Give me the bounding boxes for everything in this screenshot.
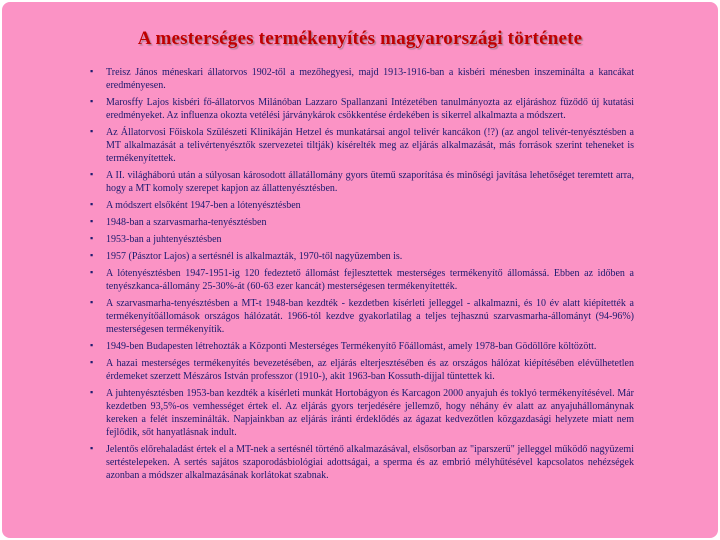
bullet-icon: ▪	[90, 233, 94, 243]
bullet-icon: ▪	[90, 267, 94, 277]
bullet-text: Az Állatorvosi Főiskola Szülészeti Klinikáján Hetzel és munkatársai angol telivér kancákon (!?) (az angol telivér-tenyésztésben a MT alkalmazását a telivértenyésztők szervezetei tiltják) kísérelték meg az eljárás alkalmazását, más források szerint teheneket is termékenyítettek.	[106, 127, 634, 164]
bullet-icon: ▪	[90, 199, 94, 209]
bullet-icon: ▪	[90, 96, 94, 106]
slide-title: A mesterséges termékenyítés magyarországi története	[137, 28, 583, 49]
list-item	[90, 297, 634, 336]
bullet-text: Treisz János méneskari állatorvos 1902-től a mezőhegyesi, majd 1913-1916-ban a kisbéri ménesben inszeminálta a kancákat eredményesen.	[106, 67, 634, 91]
list-item	[90, 66, 634, 92]
list-item	[90, 387, 634, 439]
list-item	[90, 443, 634, 482]
list-item	[90, 169, 634, 195]
list-item	[90, 250, 634, 263]
list-item	[90, 267, 634, 293]
bullet-text: A lótenyésztésben 1947-1951-ig 120 fedeztető állomást fejlesztettek mesterséges termékenyítő állomássá. Ebben az időben a tenyészkanca-állomány 25-30%-át (60-63 ezer kancát) mesterségesen termékenyítették.	[106, 268, 634, 292]
bullet-icon: ▪	[90, 387, 94, 397]
bullet-icon: ▪	[90, 340, 94, 350]
bullet-icon: ▪	[90, 297, 94, 307]
list-item	[90, 199, 634, 212]
bullet-icon: ▪	[90, 169, 94, 179]
bullet-text: Jelentős előrehaladást értek el a MT-nek a sertésnél történő alkalmazásával, elsősorban az "iparszerű" jelleggel működő nagyüzemi sertéstelepeken. A sertés sajátos szaporodásbiológiai adottságai, a sperma és az embrió mélyhűtésével kapcsolatos nehézségek azonban a módszer alkalmazásának korlátokat szabnak.	[106, 444, 634, 481]
bullet-icon: ▪	[90, 250, 94, 260]
bullet-text: 1948-ban a szarvasmarha-tenyésztésben	[106, 217, 267, 228]
bullet-icon: ▪	[90, 126, 94, 136]
bullet-text: 1957 (Pásztor Lajos) a sertésnél is alkalmazták, 1970-től nagyüzemben is.	[106, 251, 403, 262]
bullet-text: 1949-ben Budapesten létrehozták a Központi Mesterséges Termékenyítő Főállomást, amely 1978-ban Gödöllőre költözött.	[106, 341, 597, 352]
slide	[2, 2, 718, 538]
list-item	[90, 96, 634, 122]
bullet-text: A II. világháború után a súlyosan károsodott állatállomány gyors ütemű szaporítása és minőségi javítása lehetőséget teremtett arra, hogy a MT komoly szerepet kapjon az állattenyésztésben.	[106, 170, 634, 194]
list-item	[90, 233, 634, 246]
bullet-text: A módszert elsőként 1947-ben a lótenyésztésben	[106, 200, 301, 211]
bullet-text: Marosffy Lajos kisbéri fő-állatorvos Milánóban Lazzaro Spallanzani Intézetében tanulmányozta az eljáráshoz fűződő új kutatási eredményeket. Az influenza okozta vetélési járványkárok csökkentése érdekében is sikerrel alkalmazta a módszert.	[106, 97, 634, 121]
bullet-icon: ▪	[90, 443, 94, 453]
list-item	[90, 340, 634, 353]
bullet-list	[2, 66, 718, 482]
bullet-icon: ▪	[90, 216, 94, 226]
bullet-icon: ▪	[90, 357, 94, 367]
list-item	[90, 126, 634, 165]
bullet-icon: ▪	[90, 66, 94, 76]
list-item	[90, 216, 634, 229]
bullet-text: 1953-ban a juhtenyésztésben	[106, 234, 222, 245]
bullet-text: A juhtenyésztésben 1953-ban kezdték a kísérleti munkát Hortobágyon és Karcagon 2000 anyajuh és toklyó termékenyítésével. Már kezdetben 93,5%-os vemhességet értek el. Az eljárás gyors terjedésére jellemző, hogy néhány év alatt az anyajuhállománynak kereken a felét inszeminálták. Napjainkban az eljárás iránti érdeklődés az ágazat kedvezőtlen közgazdasági helyzete miatt nem fejlődik, sőt hanyatlásnak indult.	[106, 388, 634, 438]
list-item	[90, 357, 634, 383]
bullet-text: A hazai mesterséges termékenyítés bevezetésében, az eljárás elterjesztésében és az országos hálózat kiépítésében elévülhetetlen érdemeket szerzett Mészáros István professzor (1910-), akit 1963-ban Kossuth-díjjal tüntettek ki.	[106, 358, 634, 382]
bullet-text: A szarvasmarha-tenyésztésben a MT-t 1948-ban kezdték - kezdetben kísérleti jelleggel - alkalmazni, és 10 év alatt kiépítették a termékenyítőállomások országos hálózatát. 1966-tól kezdve gyakorlatilag a teljes tejhasznú szarvasmarha-állományt (94-96%) mesterségesen termékenyítik.	[106, 298, 634, 335]
